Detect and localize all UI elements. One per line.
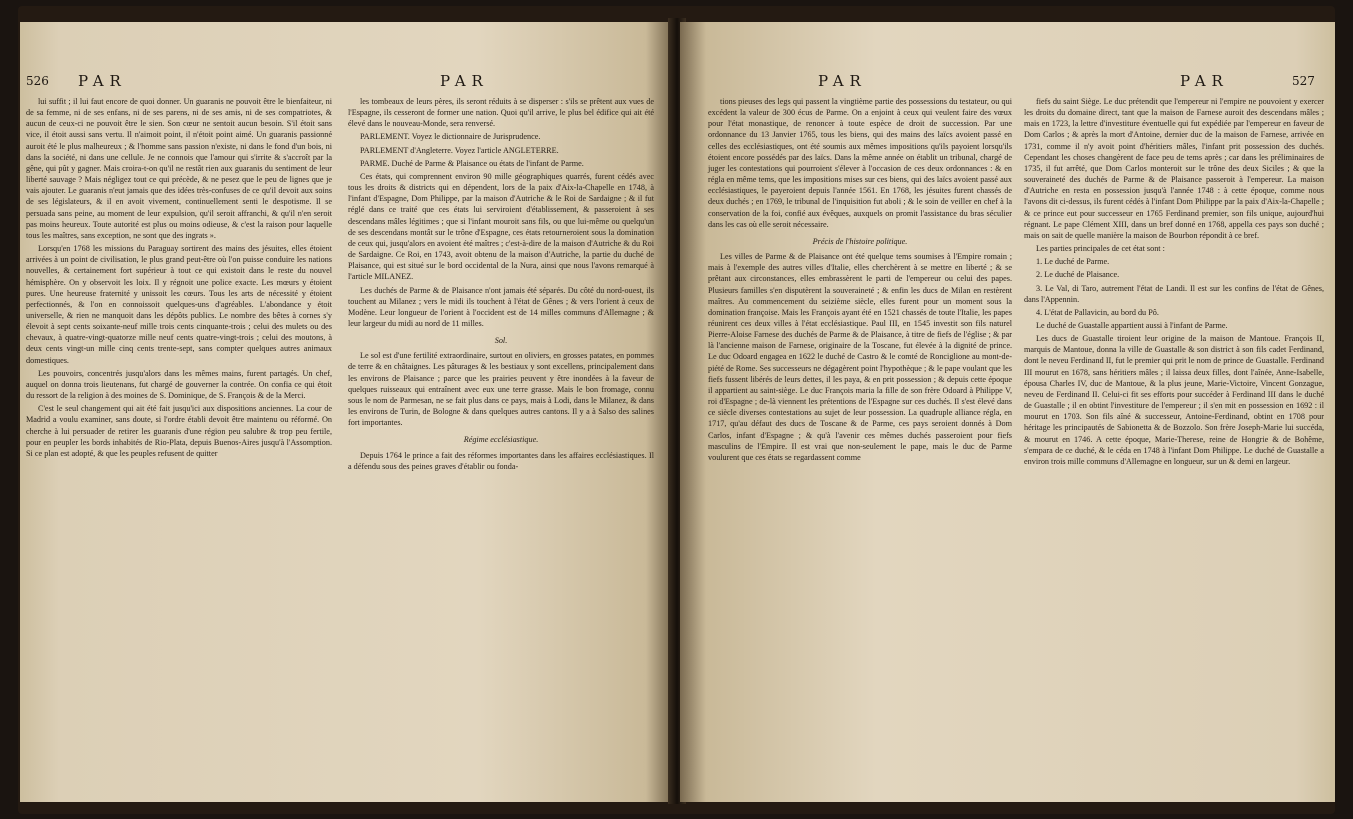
paragraph: Les villes de Parme & de Plaisance ont été quelque tems soumises à l'Empire romain ; mais à l'exemple des autres villes d'Italie, elles cherchèrent à se mettre en liberté ; & se prêtant aux circonstances, elles embrassèrent le parti de l'empereur ou celui des papes. Plusieurs familles s'en disputèrent la souveraineté ; & enfin les ducs de Milan en restèrent maîtres. Au commencement du seizième siècle, elles furent pour un moment sous la domination françoise. Mais les François ayant été en 1521 chassés de toute l'Italie, les papes réunirent ces deux villes à l'état ecclésiastique. Paul III, en 1545 investit son fils naturel Pierre-Aloise Farnese des duchés de Parme & de Plaisance, à titre de fiefs de l'église ; & par là l'ancienne maison de Farnese, originaire de la Toscane, fut élevée à la dignité de prince. Le duc Odoard engagea en 1622 le duché de Castro & le comté de Ronciglione au mont-de-piété de Rome. Ses successeurs ne dégagèrent point l'hypothèque ; & le pape voulant que les fiefs fussent libérés de leurs dettes, il les paya, & en prit possession ; & depuis cette époque il appartient au saint-siège. Le duc François maria la fille de son frère Odoard à Philippe V, roi d'Espagne ; de-là viennent les prétentions de l'Espagne sur ces duchés. Il s'est élevé dans ce siècle diverses contestations au sujet de leur possession. La quadruple alliance régla, en 1717, qu'au défaut des ducs de Toscane & de Parme, ces pays seroient donnés à Dom Carlos, infant d'Espagne ; & qu'à l'avenir ces mêmes duchés passeroient pour fiefs masculins de l'Empire. Il est vrai que non-seulement le pape, mais le duc de Parme voulurent que ces états se regardassent comme (708, 252, 1012, 462)
page-number: 527 (1292, 74, 1315, 88)
section-title: Précis de l'histoire politique. (812, 236, 908, 246)
right-column-2 (1024, 96, 1324, 469)
running-header-left: PAR (78, 72, 127, 90)
entry-heading: PARLEMENT. Voyez le dictionnaire de Jurisprudence. (360, 132, 541, 142)
paragraph: fiefs du saint Siège. Le duc prétendit que l'empereur ni l'empire ne pouvoient y exercer les droits du domaine direct, tant que la maison de Farnese auroit des descendans mâles ; mais en 1723, la lettre d'investiture éventuelle qui fut expédiée par l'empereur en faveur de Dom Carlos ; & après la mort d'Antoine, dernier duc de la maison de Farnese, arrivée en 1731, comme il n'y avoit point d'héritiers mâles, l'infant prit possession des duchés. Cependant les choses changèrent de face peu de tems après ; car dans les préliminaires de 1735, il fut arrêté, que Dom Carlos monteroit sur le trône des deux Siciles ; & que la souveraineté des duchés de Parme & de Plaisance passeroit à l'empereur. La maison d'Autriche en resta en possession jusqu'à l'année 1748 : à cette époque, comme nous l'avons dit ci-dessus, ils furent cédés à l'infant Dom Philippe par la paix d'Aix-la-Chapelle ; & ce prince eut pour successeur en 1765 Ferdinand premier, son fils unique, aujourd'hui régnant. Le pape Clément XIII, dans un bref donné en 1768, appella ces pays son duché ; mais on sait de quelle manière la maison de Bourbon répondit à ce bref. (1024, 97, 1324, 240)
paragraph: C'est le seul changement qui ait été fait jusqu'ici aux dispositions anciennes. La cour de Madrid a voulu examiner, sans doute, si l'ordre établi devoit être maintenu ou réformé. On cherche à lui persuader de retirer les guaranis d'une région peu salubre & trop peu fertile, pour en peupler les bords inhabités de Rio-Plata, depuis Buenos-Aires jusqu'à l'Assomption. Si ce plan est adopté, & que les peuples refusent de quitter (26, 404, 332, 458)
paragraph: les tombeaux de leurs pères, ils seront réduits à se disperser : s'ils se prêtent aux vues de l'Espagne, ils cesseront de former une nation. Quoi qu'il arrive, le plus bel édifice qui ait été élevé dans le nouveau-Monde, sera renversé. (348, 97, 654, 129)
list-item: 1. Le duché de Parme. (1036, 257, 1110, 267)
paragraph: Les parties principales de cet état sont : (1036, 244, 1165, 254)
paragraph: Les duchés de Parme & de Plaisance n'ont jamais été séparés. Du côté du nord-ouest, ils touchent au Milanez ; vers le midi ils touchent à l'état de Gênes ; & vers l'orient à ceux de Modène. Leur longueur de l'orient à l'occident est de 14 milles communs d'Allemagne ; & leur largeur du midi au nord de 11 milles. (348, 285, 654, 328)
paragraph: tions pieuses des legs qui passent la vingtième partie des possessions du testateur, ou qui excédent la valeur de 300 écus de Parme. On a enjoint à ceux qui veulent faire des vœux pour l'état monastique, de renoncer à toute espèce de droit de succession. Par une ordonnance du 13 Janvier 1765, tous les biens, qui des mains des laïcs avoient passé en celles des ecclésiastiques, ont été soumis aux mêmes impositions qu'ils payoient lorsqu'ils étoient encore possédés par des laïcs. Dans la même année on établit un tribunal, chargé de juger les contestations qui pourroient s'élever à l'occasion de ces deux ordonnances : & en régla en même tems, que les impositions mises sur ces biens, qui des laïcs avoient passé aux ecclésiastiques, le payeroient depuis l'année 1561. En 1768, les jésuites furent chassés de deux duchés ; en 1769, le tribunal de l'inquisition fut aboli ; & le soin de veiller en chef à la conservation de la foi, confié aux évêques, auxquels on promit l'assistance du bras séculier dans les cas où elle seroit nécessaire. (708, 97, 1012, 229)
left-column-2 (348, 96, 654, 474)
section-title: Régime ecclésiastique. (463, 435, 539, 445)
entry-heading: PARME. Duché de Parme & Plaisance ou états de l'infant de Parme. (360, 158, 584, 168)
paragraph: Ces états, qui comprennent environ 90 mille géographiques quarrés, furent cédés avec tous les droits & districts qui en dépendent, lors de la paix d'Aix-la-Chapelle en 1748, à l'infant d'Espagne, Dom Philippe, par la maison d'Autriche & le Roi de Sardaigne ; & il fut réglé dans ce traité que ces états lui serviroient d'établissement, & passeroient à ses descendans mâles légitimes ; que si l'infant mouroit sans fils, ou que lui-même ou quelqu'un de ses descendans montât sur le trône d'Espagne, ces états retourneroient sous la domination de ceux qui, jusqu'alors en avoient été maîtres ; c'est-à-dire de la maison d'Autriche & du Roi de Sardaigne. Ce Roi, en 1743, avoit obtenu de la maison d'Autriche, la partie du duché de Plaisance, qui est situé sur le bord occidental de la Nura, ainsi que nous l'avons remarqué à l'article MILANEZ. (348, 171, 654, 282)
left-page (20, 22, 672, 802)
list-item: 3. Le Val, di Taro, autrement l'état de Landi. Il est sur les confins de l'état de Gênes, dans l'Appennin. (1024, 283, 1324, 304)
section-title: Sol. (494, 336, 508, 346)
paragraph: Lorsqu'en 1768 les missions du Paraguay sortirent des mains des jésuites, elles étoient arrivées à un point de civilisation, le plus grand peut-être où l'on puisse conduire les nations nouvelles, & certainement fort supérieur à tout ce qui existoit dans le reste du nouvel hémisphère. On y observoit les loix. Il y régnoit une police exacte. Les mœurs y étoient pures. Une heureuse fraternité y unissoit les cœurs. Tous les arts de nécessité y étoient perfectionnés, & l'on en connoissoit quelques-uns d'agréables. L'abondance y étoit universelle, & rien ne manquoit dans les dépôts publics. Le nombre des bêtes à cornes s'y élevoit à sept cents soixante-neuf mille trois cents cinquante-trois ; celui des mulets ou des chevaux, à quatre-vingt-quatorze mille neuf cents quatre-vingt-trois ; celui des moutons, à deux cents vingt-un mille cinq cents trente-sept, sans compter quelques autres animaux domestiques. (26, 244, 332, 365)
list-item: 4. L'état de Pallavicin, au bord du Pô. (1036, 307, 1159, 317)
list-item: 2. Le duché de Plaisance. (1036, 270, 1120, 280)
running-header-left: PAR (818, 72, 867, 90)
right-column-1 (708, 96, 1012, 465)
running-header-right: PAR (440, 72, 489, 90)
paragraph: Le sol est d'une fertilité extraordinaire, surtout en oliviers, en grosses patates, en pommes de terre & en châtaignes. Les pâturages & les bestiaux y sont excellens, principalement dans les environs de Plaisance ; parce que les prairies peuvent y être inondées à la faveur de quelques ruisseaux qui entraînent avec eux une terre grasse. Mais le bon fromage, connu sous le nom de Parmesan, ne se fait plus dans ce pays, mais à Lodi, dans le Milanez, & dans les environs de Turin, de Bologne & dans quelques autres cantons. Il y a à Salso des salines fort importantes. (348, 351, 654, 428)
running-header-right: PAR (1180, 72, 1229, 90)
page-number: 526 (26, 74, 49, 88)
entry-heading: PARLEMENT d'Angleterre. Voyez l'article ANGLETERRE. (360, 145, 559, 155)
paragraph: Le duché de Guastalle appartient aussi à l'infant de Parme. (1036, 320, 1228, 330)
paragraph: Les pouvoirs, concentrés jusqu'alors dans les mêmes mains, furent partagés. Un chef, auquel on donna trois lieutenans, fut chargé de gouverner la contrée. On confia ce qui étoit du ressort de la religion à des moines de S. Dominique, de S. François & de la Merci. (26, 368, 332, 401)
right-page (680, 22, 1335, 802)
paragraph: Depuis 1764 le prince a fait des réformes importantes dans les affaires ecclésiastiques. Il a défendu sous des peines graves d'établir ou fonda- (348, 450, 654, 471)
left-column-1 (26, 96, 332, 461)
paragraph: Les ducs de Guastalle tiroient leur origine de la maison de Mantoue. François II, marquis de Mantoue, donna la ville de Guastalle & son district à son fils cadet Ferdinand, dont le neveu Ferdinand II, fut le premier qui prit le nom de prince de Guastalle. Ferdinand III mourut en 1678, sans héritiers mâles ; il laissa deux filles, dont l'aînée, Anne-Isabelle, épousa Charles IV, duc de Mantoue, & la plus jeune, Marie-Victoire, Vincent Gonzague, neveu de Ferdinand II. Celui-ci fit ses efforts pour succéder à Ferdinand III dans le duché de Guastalle ; il en obtint l'investiture de l'empereur ; il s'en mit en possession en 1692 : il mourut en 1703. Son fils aîné & successeur, Antoine-Ferdinand, obtint en 1708 pour héritage les principautés de Sabionetta & de Bozzolo. Son frère Joseph-Marie lui succéda, & mourut en 1746. A cette époque, Marie-Therese, reine de Hongrie & de Bohême, s'empara de ce duché, & le céda en 1748 à l'infant Dom Philippe. Le duché de Guastalle a environ trois mille communs d'Allemagne en longueur, sur un & demi en largeur. (1024, 334, 1324, 466)
paragraph: lui suffit ; il lui faut encore de quoi donner. Un guaranis ne pouvoit être le bienfaiteur, ni de sa femme, ni de ses enfans, ni de ses parens, ni de ses amis, ni de ses compatriotes, & aucun de ceux-ci ne pouvoit être le sien. Son cœur ne sentoit aucun besoin. S'il étoit sans vice, il étoit aussi sans vertu. Il n'aimoit point, il n'étoit point aimé. Un guaranis passionné auroit été le plus malheureux ; & l'homme sans passion n'existe, ni dans le fond d'un bois, ni dans la société, ni dans une cellule. Je ne connois que l'amour qui s'irrite & s'accroît par la gêne, qui pût y gagner. Mais croira-t-on qu'il ne restât rien aux guaranis du sentiment de leur liberté sauvage ? Mais négligez tout ce qui précède, & ne pesez que le peu de lignes que je vais ajouter. Le guaranis n'eut jamais que des idées très-confuses de ce qu'il devoit aux soins de ses législateurs, & il en avoit vivement, continuellement senti le despotisme. Il se persuada sans peine, au moment de leur expulsion, qu'il seroit affranchi, & qu'il n'en seroit pas moins heureux. Toute autorité est plus ou moins odieuse, & c'est la raison pour laquelle tous les maîtres, sans exception, ne sont que des ingrats ». (26, 97, 332, 240)
